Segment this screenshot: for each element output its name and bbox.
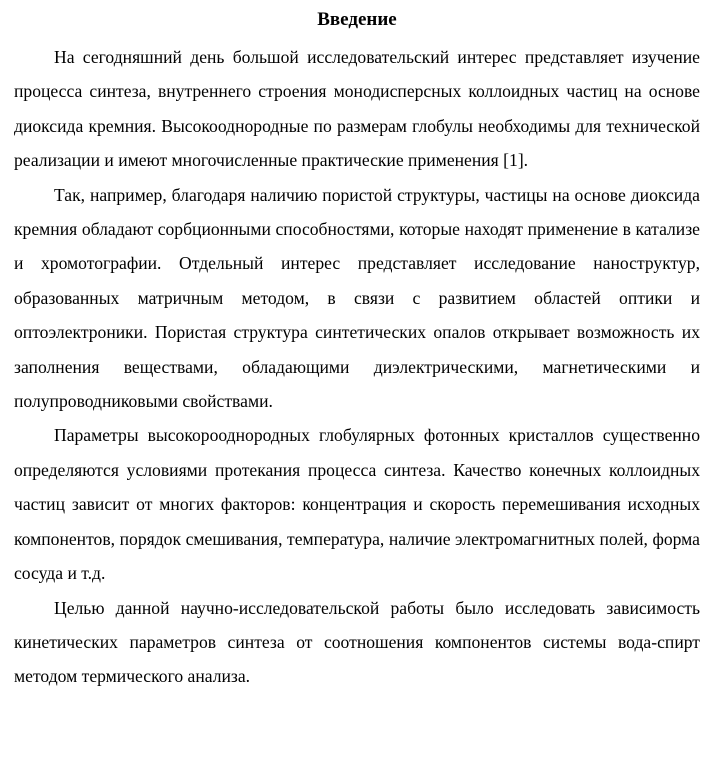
paragraph-2: Так, например, благодаря наличию пористой структуры, частицы на основе диоксида кремния обладают сорбционными способностями, которые находят применение в катализе и хромотографии. Отдельный интерес представляет исследование наноструктур, образованных матричным методом, в связи с развитием областей оптики и оптоэлектроники. Пористая структура синтетических опалов открывает возможность их заполнения веществами, обладающими диэлектрическими, магнетическими и полупроводниковыми свойствами. <box>14 184 700 412</box>
paragraph-4: Целью данной научно-исследовательской работы было исследовать зависимость кинетических параметров синтеза от соотношения компонентов системы вода-спирт методом термического анализа. <box>14 597 700 687</box>
document-page <box>14 0 700 694</box>
document-title: Введение <box>317 9 397 30</box>
paragraph-1: На сегодняшний день большой исследовательский интерес представляет изучение процесса синтеза, внутреннего строения монодисперсных коллоидных частиц на основе диоксида кремния. Высокооднородные по размерам глобулы необходимы для технической реализации и имеют многочисленные практические применения [1]. <box>14 47 700 171</box>
paragraph-3: Параметры высокорооднородных глобулярных фотонных кристаллов существенно определяются условиями протекания процесса синтеза. Качество конечных коллоидных частиц зависит от многих факторов: концентрация и скорость перемешивания исходных компонентов, порядок смешивания, температура, наличие электромагнитных полей, форма сосуда и т.д. <box>14 425 700 584</box>
